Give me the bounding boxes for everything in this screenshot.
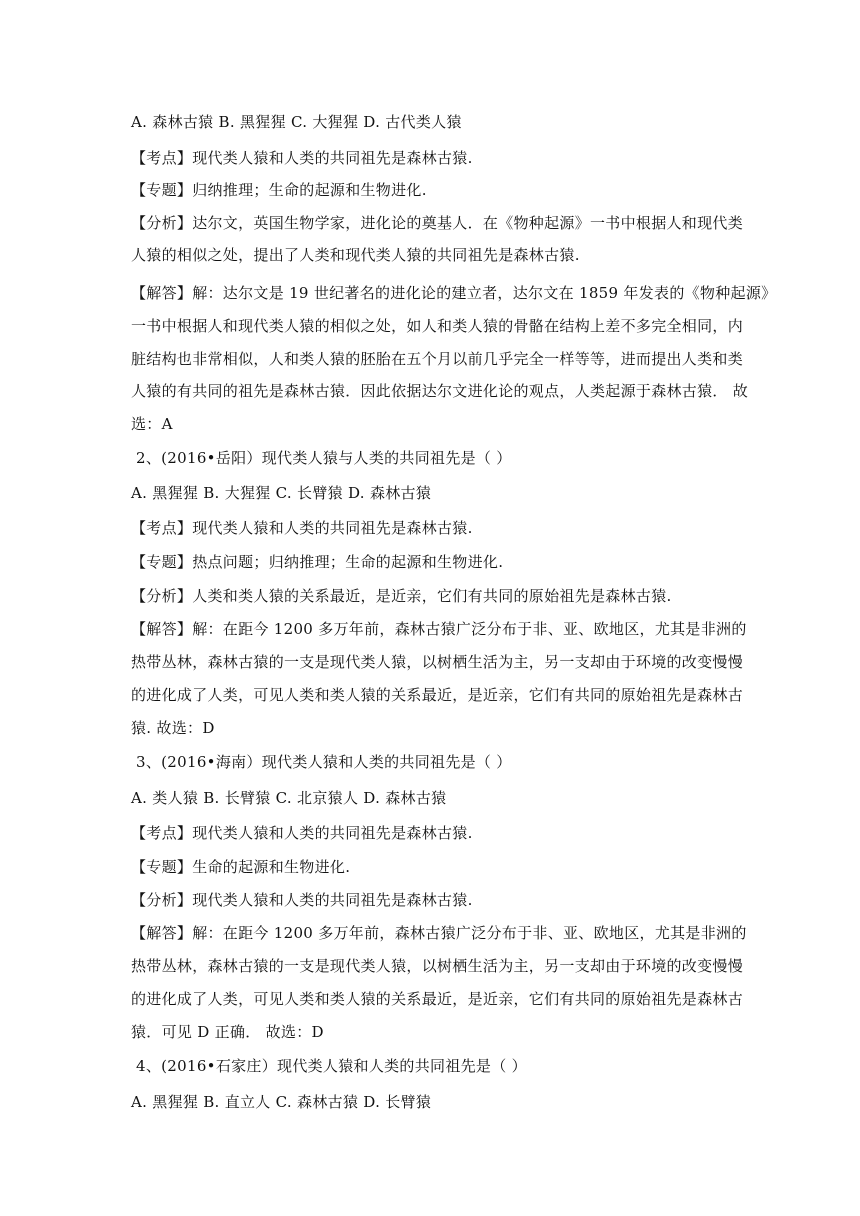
- jieda-line: 【解答】解：在距今 1200 多万年前，森林古猿广泛分布于非、亚、欧地区，尤其是非洲的: [131, 620, 747, 638]
- fenxi-continuation: 人猿的相似之处，提出了人类和现代类人猿的共同祖先是森林古猿.: [131, 246, 580, 264]
- jieda-continuation: 猿. 故选：D: [131, 719, 215, 737]
- jieda-continuation: 选：A: [131, 415, 173, 433]
- zhuanti-line: 【专题】热点问题；归纳推理；生命的起源和生物进化.: [131, 553, 504, 571]
- jieda-continuation: 的进化成了人类，可见人类和类人猿的关系最近，是近亲，它们有共同的原始祖先是森林古: [131, 686, 744, 704]
- jieda-continuation: 的进化成了人类，可见人类和类人猿的关系最近，是近亲，它们有共同的原始祖先是森林古: [131, 990, 744, 1008]
- jieda-continuation: 猿．可见 D 正确． 故选：D: [131, 1023, 324, 1041]
- fenxi-line: 【分析】达尔文，英国生物学家，进化论的奠基人．在《物种起源》一书中根据人和现代类: [131, 214, 744, 232]
- question-3: 3、(2016•海南）现代类人猿和人类的共同祖先是（ ）: [136, 753, 512, 771]
- jieda-continuation: 脏结构也非常相似，人和类人猿的胚胎在五个月以前几乎完全一样等等，进而提出人类和类: [131, 350, 744, 368]
- fenxi-line: 【分析】人类和类人猿的关系最近，是近亲，它们有共同的原始祖先是森林古猿.: [131, 587, 672, 605]
- options-line: A. 黑猩猩 B. 大猩猩 C. 长臂猿 D. 森林古猿: [131, 484, 432, 502]
- options-line: A. 类人猿 B. 长臂猿 C. 北京猿人 D. 森林古猿: [131, 789, 447, 807]
- options-line: A. 森林古猿 B. 黑猩猩 C. 大猩猩 D. 古代类人猿: [131, 113, 462, 131]
- question-4: 4、(2016•石家庄）现代类人猿和人类的共同祖先是（ ）: [136, 1057, 527, 1075]
- question-2: 2、(2016•岳阳）现代类人猿与人类的共同祖先是（ ）: [136, 449, 512, 467]
- jieda-continuation: 热带丛林，森林古猿的一支是现代类人猿，以树栖生活为主，另一支却由于环境的改变慢慢: [131, 653, 744, 671]
- jieda-line: 【解答】解：在距今 1200 多万年前，森林古猿广泛分布于非、亚、欧地区，尤其是非洲的: [131, 924, 747, 942]
- jieda-continuation: 热带丛林，森林古猿的一支是现代类人猿，以树栖生活为主，另一支却由于环境的改变慢慢: [131, 957, 744, 975]
- options-line: A. 黑猩猩 B. 直立人 C. 森林古猿 D. 长臂猿: [131, 1093, 432, 1111]
- zhuanti-line: 【专题】生命的起源和生物进化.: [131, 858, 351, 876]
- jieda-line: 【解答】解：达尔文是 19 世纪著名的进化论的建立者，达尔文在 1859 年发表的《物种起源》: [131, 284, 777, 302]
- zhuanti-line: 【专题】归纳推理；生命的起源和生物进化.: [131, 181, 427, 199]
- kaodian-line: 【考点】现代类人猿和人类的共同祖先是森林古猿.: [131, 824, 473, 842]
- kaodian-line: 【考点】现代类人猿和人类的共同祖先是森林古猿.: [131, 519, 473, 537]
- fenxi-line: 【分析】现代类人猿和人类的共同祖先是森林古猿.: [131, 891, 473, 909]
- kaodian-line: 【考点】现代类人猿和人类的共同祖先是森林古猿.: [131, 149, 473, 167]
- jieda-continuation: 一书中根据人和现代类人猿的相似之处，如人和类人猿的骨骼在结构上差不多完全相同，内: [131, 317, 744, 335]
- jieda-continuation: 人猿的有共同的祖先是森林古猿．因此依据达尔文进化论的观点，人类起源于森林古猿． 故: [131, 382, 749, 400]
